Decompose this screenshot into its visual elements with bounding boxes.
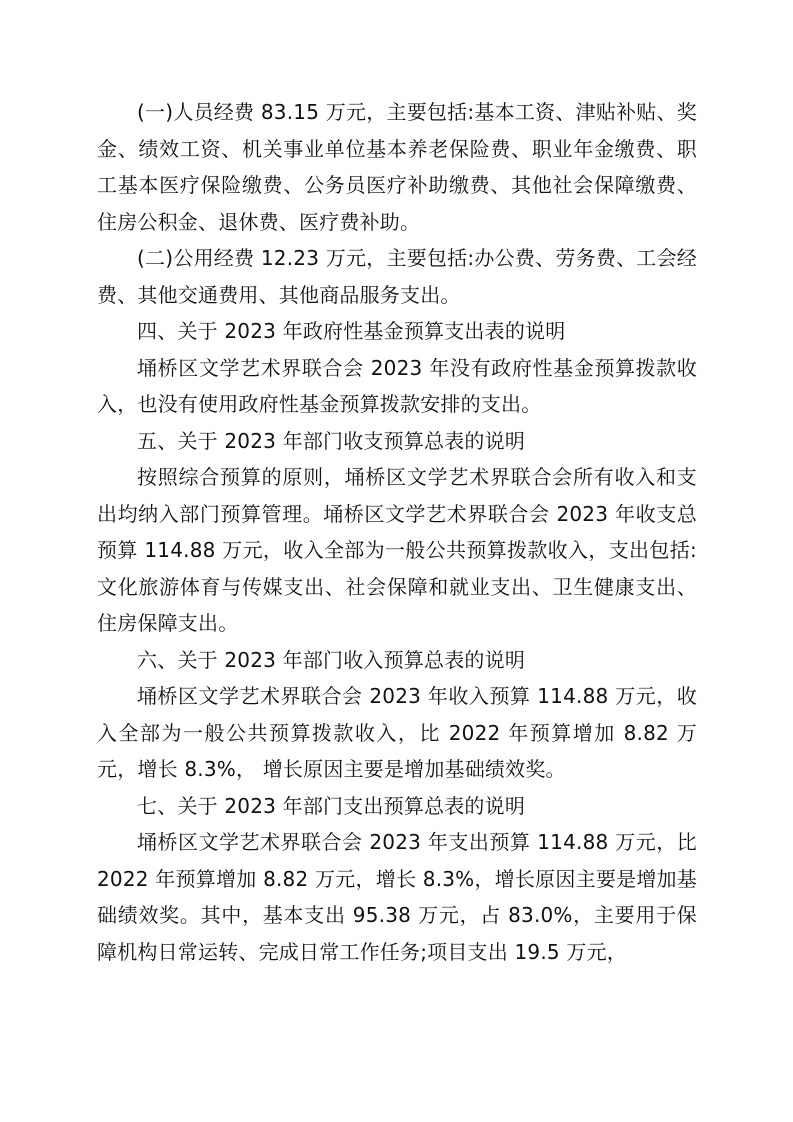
section-heading-5: 五、关于 2023 年部门收支预算总表的说明 (137, 428, 526, 453)
section-heading-4: 四、关于 2023 年政府性基金预算支出表的说明 (137, 319, 566, 343)
paragraph-public-expenses: (二)公用经费 12.23 万元，主要包括:办公费、劳务费、工会经费、其他交通费用、其他商品服务支出。 (97, 246, 697, 307)
paragraph-budget-summary: 按照综合预算的原则，埇桥区文学艺术界联合会所有收入和支出均纳入部门预算管理。埇桥区文学艺术界联合会 2023 年收支总预算 114.88 万元，收入全部为一般公共预算拨款收入，支出包括: 文化旅游体育与传媒支出、社会保障和就业支出、卫生健康支出、住房保障支出。 (97, 465, 697, 635)
paragraph-expenditure-budget: 埇桥区文学艺术界联合会 2023 年支出预算 114.88 万元，比 2022 年预算增加 8.82 万元，增长 8.3%，增长原因主要是增加基础绩效奖。其中，基本支出 95.38 万元，占 83.0%，主要用于保障机构日常运转、完成日常工作任务;项目支出 19.5 万元， (97, 830, 697, 964)
section-heading-6: 六、关于 2023 年部门收入预算总表的说明 (137, 647, 526, 672)
section-heading-7: 七、关于 2023 年部门支出预算总表的说明 (137, 793, 526, 818)
paragraph-income-budget: 埇桥区文学艺术界联合会 2023 年收入预算 114.88 万元，收入全部为一般公共预算拨款收入，比 2022 年预算增加 8.82 万元，增长 8.3%， 增长原因主要是增加基础绩效奖。 (97, 684, 697, 781)
document-page (97, 94, 697, 970)
paragraph-personnel-expenses: (一)人员经费 83.15 万元，主要包括:基本工资、津贴补贴、奖金、绩效工资、机关事业单位基本养老保险费、职业年金缴费、职工基本医疗保险缴费、公务员医疗补助缴费、其他社会保障缴费、住房公积金、退休费、医疗费补助。 (97, 100, 697, 234)
paragraph-government-fund: 埇桥区文学艺术界联合会 2023 年没有政府性基金预算拨款收入，也没有使用政府性基金预算拨款安排的支出。 (97, 355, 697, 416)
